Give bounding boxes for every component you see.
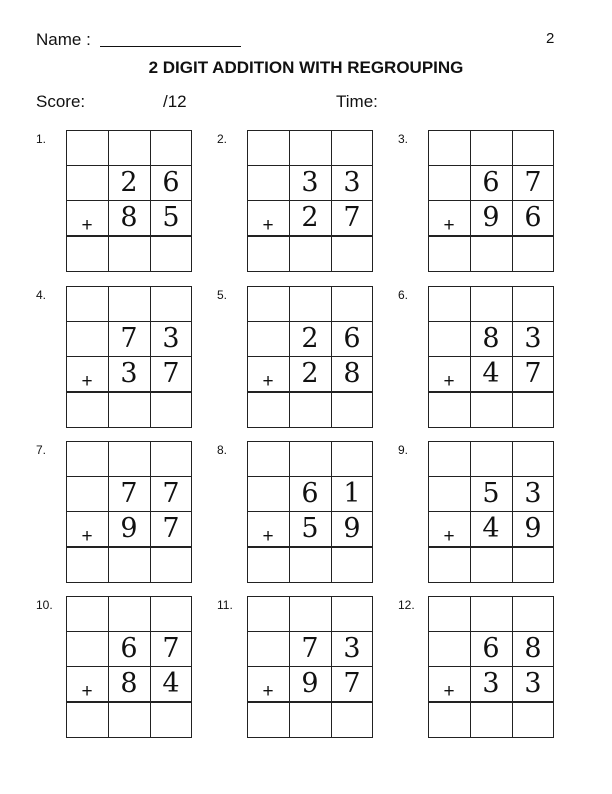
grid-line-horizontal (247, 427, 373, 428)
answer-box[interactable] (512, 547, 554, 582)
top-tens-digit: 6 (120, 633, 138, 664)
problem-4 (36, 286, 226, 428)
answer-box[interactable] (470, 702, 512, 737)
name-label: Name : (36, 30, 91, 49)
carry-box[interactable] (289, 286, 331, 321)
carry-box[interactable] (247, 286, 289, 321)
carry-box[interactable] (289, 441, 331, 476)
problem-number: 9. (398, 443, 409, 457)
plus-sign: + (443, 370, 455, 392)
grid-line-horizontal (247, 737, 373, 738)
carry-box[interactable] (470, 441, 512, 476)
answer-box[interactable] (66, 236, 108, 271)
grid-line-horizontal (66, 427, 192, 428)
answer-box[interactable] (428, 547, 470, 582)
addition-grid (66, 286, 192, 428)
carry-box[interactable] (512, 596, 554, 631)
problem-number: 1. (36, 132, 47, 146)
answer-box[interactable] (289, 236, 331, 271)
problem-11 (217, 596, 407, 738)
addition-grid (247, 286, 373, 428)
bottom-tens-digit: 9 (482, 202, 500, 233)
problem-7 (36, 441, 226, 583)
problem-9 (398, 441, 588, 583)
problem-1 (36, 130, 226, 272)
carry-box[interactable] (108, 441, 150, 476)
carry-box[interactable] (331, 441, 373, 476)
problem-number: 4. (36, 288, 47, 302)
answer-box[interactable] (470, 547, 512, 582)
carry-box[interactable] (66, 286, 108, 321)
answer-box[interactable] (66, 547, 108, 582)
answer-box[interactable] (66, 702, 108, 737)
carry-box[interactable] (289, 596, 331, 631)
problem-number: 2. (217, 132, 228, 146)
bottom-tens-digit: 9 (120, 513, 138, 544)
bottom-ones-digit: 7 (162, 358, 180, 389)
addition-grid (247, 130, 373, 272)
bottom-tens-digit: 2 (301, 358, 319, 389)
carry-box[interactable] (470, 130, 512, 165)
grid-line-horizontal (66, 737, 192, 738)
answer-box[interactable] (428, 236, 470, 271)
problem-2 (217, 130, 407, 272)
plus-sign: + (262, 214, 274, 236)
carry-box[interactable] (512, 130, 554, 165)
answer-box[interactable] (470, 392, 512, 427)
bottom-tens-digit: 3 (482, 668, 500, 699)
problem-6 (398, 286, 588, 428)
addition-grid (428, 441, 554, 583)
problem-number: 8. (217, 443, 228, 457)
grid-line-horizontal (428, 737, 554, 738)
top-tens-digit: 2 (120, 167, 138, 198)
answer-box[interactable] (150, 392, 192, 427)
bottom-tens-digit: 2 (301, 202, 319, 233)
bottom-tens-digit: 9 (301, 668, 319, 699)
answer-box[interactable] (247, 702, 289, 737)
top-tens-digit: 3 (301, 167, 319, 198)
carry-box[interactable] (428, 596, 470, 631)
page-number: 2 (546, 30, 555, 47)
top-ones-digit: 3 (343, 633, 361, 664)
answer-box[interactable] (108, 392, 150, 427)
top-tens-digit: 6 (482, 633, 500, 664)
plus-sign: + (262, 680, 274, 702)
carry-box[interactable] (247, 130, 289, 165)
bottom-ones-digit: 4 (162, 668, 180, 699)
plus-sign: + (81, 370, 93, 392)
top-tens-digit: 5 (482, 478, 500, 509)
bottom-tens-digit: 4 (482, 358, 500, 389)
top-tens-digit: 6 (301, 478, 319, 509)
bottom-ones-digit: 6 (524, 202, 542, 233)
carry-box[interactable] (428, 441, 470, 476)
addition-grid (428, 286, 554, 428)
carry-box[interactable] (108, 130, 150, 165)
bottom-tens-digit: 8 (120, 668, 138, 699)
plus-sign: + (81, 680, 93, 702)
top-ones-digit: 3 (524, 478, 542, 509)
carry-box[interactable] (150, 130, 192, 165)
plus-sign: + (262, 370, 274, 392)
carry-box[interactable] (428, 130, 470, 165)
answer-box[interactable] (331, 392, 373, 427)
carry-box[interactable] (108, 596, 150, 631)
answer-box[interactable] (289, 547, 331, 582)
carry-box[interactable] (470, 286, 512, 321)
grid-line-horizontal (428, 271, 554, 272)
answer-box[interactable] (66, 392, 108, 427)
top-ones-digit: 3 (162, 323, 180, 354)
carry-box[interactable] (150, 441, 192, 476)
top-ones-digit: 3 (524, 323, 542, 354)
problem-5 (217, 286, 407, 428)
top-tens-digit: 2 (301, 323, 319, 354)
problem-3 (398, 130, 588, 272)
answer-box[interactable] (428, 392, 470, 427)
top-tens-digit: 8 (482, 323, 500, 354)
grid-line-horizontal (428, 427, 554, 428)
problem-number: 6. (398, 288, 409, 302)
bottom-ones-digit: 3 (524, 668, 542, 699)
carry-box[interactable] (512, 441, 554, 476)
plus-sign: + (81, 214, 93, 236)
problem-number: 12. (398, 598, 415, 612)
answer-box[interactable] (247, 236, 289, 271)
bottom-tens-digit: 5 (301, 513, 319, 544)
grid-line-horizontal (66, 271, 192, 272)
time-label: Time: (336, 92, 378, 111)
grid-line-horizontal (66, 582, 192, 583)
carry-box[interactable] (150, 596, 192, 631)
top-ones-digit: 6 (162, 167, 180, 198)
bottom-ones-digit: 8 (343, 358, 361, 389)
top-tens-digit: 7 (120, 478, 138, 509)
answer-box[interactable] (108, 702, 150, 737)
problem-number: 5. (217, 288, 228, 302)
answer-box[interactable] (512, 702, 554, 737)
worksheet-title: 2 DIGIT ADDITION WITH REGROUPING (148, 58, 464, 77)
carry-box[interactable] (247, 441, 289, 476)
answer-box[interactable] (470, 236, 512, 271)
addition-grid (66, 441, 192, 583)
addition-grid (247, 441, 373, 583)
answer-box[interactable] (428, 702, 470, 737)
carry-box[interactable] (150, 286, 192, 321)
bottom-ones-digit: 9 (524, 513, 542, 544)
problem-number: 10. (36, 598, 53, 612)
answer-box[interactable] (289, 702, 331, 737)
bottom-ones-digit: 7 (524, 358, 542, 389)
addition-grid (66, 130, 192, 272)
answer-box[interactable] (331, 236, 373, 271)
grid-line-horizontal (247, 582, 373, 583)
plus-sign: + (81, 525, 93, 547)
answer-box[interactable] (512, 236, 554, 271)
answer-box[interactable] (247, 392, 289, 427)
answer-box[interactable] (150, 236, 192, 271)
score-total: /12 (163, 92, 187, 111)
bottom-tens-digit: 3 (120, 358, 138, 389)
carry-box[interactable] (108, 286, 150, 321)
answer-box[interactable] (108, 236, 150, 271)
plus-sign: + (443, 525, 455, 547)
name-input-line[interactable] (100, 46, 241, 47)
plus-sign: + (262, 525, 274, 547)
carry-box[interactable] (66, 130, 108, 165)
addition-grid (428, 130, 554, 272)
top-tens-digit: 7 (120, 323, 138, 354)
top-ones-digit: 7 (524, 167, 542, 198)
bottom-ones-digit: 7 (343, 668, 361, 699)
carry-box[interactable] (331, 130, 373, 165)
answer-box[interactable] (512, 392, 554, 427)
carry-box[interactable] (289, 130, 331, 165)
addition-grid (66, 596, 192, 738)
plus-sign: + (443, 680, 455, 702)
carry-box[interactable] (470, 596, 512, 631)
top-ones-digit: 1 (343, 478, 361, 509)
top-tens-digit: 6 (482, 167, 500, 198)
problem-number: 11. (217, 598, 233, 612)
bottom-ones-digit: 7 (162, 513, 180, 544)
score-label: Score: (36, 92, 86, 111)
answer-box[interactable] (150, 547, 192, 582)
answer-box[interactable] (150, 702, 192, 737)
problem-8 (217, 441, 407, 583)
top-ones-digit: 3 (343, 167, 361, 198)
carry-box[interactable] (66, 596, 108, 631)
grid-line-horizontal (247, 271, 373, 272)
problem-number: 3. (398, 132, 409, 146)
top-ones-digit: 6 (343, 323, 361, 354)
bottom-tens-digit: 8 (120, 202, 138, 233)
addition-grid (428, 596, 554, 738)
bottom-ones-digit: 9 (343, 513, 361, 544)
bottom-tens-digit: 4 (482, 513, 500, 544)
carry-box[interactable] (247, 596, 289, 631)
carry-box[interactable] (331, 596, 373, 631)
bottom-ones-digit: 7 (343, 202, 361, 233)
problem-10 (36, 596, 226, 738)
answer-box[interactable] (331, 547, 373, 582)
problem-number: 7. (36, 443, 47, 457)
top-tens-digit: 7 (301, 633, 319, 664)
answer-box[interactable] (247, 547, 289, 582)
problem-12 (398, 596, 588, 738)
carry-box[interactable] (512, 286, 554, 321)
answer-box[interactable] (108, 547, 150, 582)
answer-box[interactable] (331, 702, 373, 737)
plus-sign: + (443, 214, 455, 236)
top-ones-digit: 7 (162, 478, 180, 509)
top-ones-digit: 7 (162, 633, 180, 664)
addition-grid (247, 596, 373, 738)
answer-box[interactable] (289, 392, 331, 427)
carry-box[interactable] (428, 286, 470, 321)
bottom-ones-digit: 5 (162, 202, 180, 233)
top-ones-digit: 8 (524, 633, 542, 664)
grid-line-horizontal (428, 582, 554, 583)
carry-box[interactable] (66, 441, 108, 476)
carry-box[interactable] (331, 286, 373, 321)
